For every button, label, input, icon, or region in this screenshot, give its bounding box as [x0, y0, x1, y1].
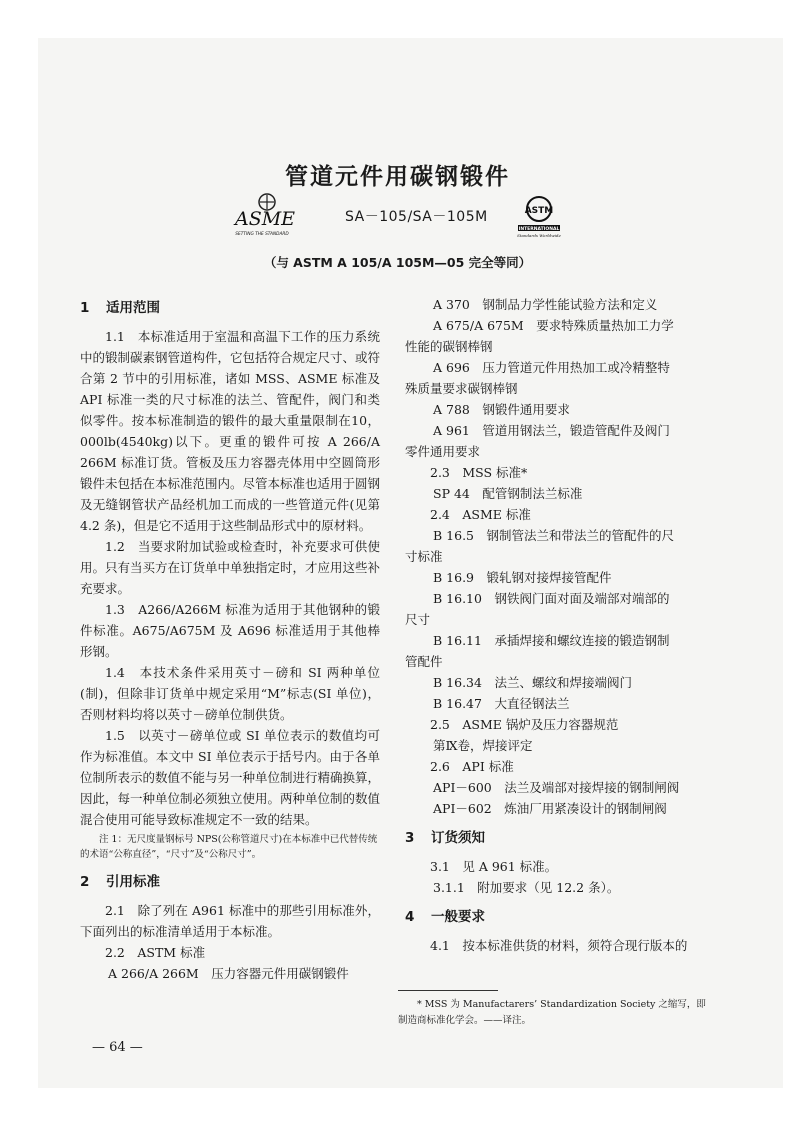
ref-api-602: API－602 炼油厂用紧凑设计的钢制闸阀 — [433, 801, 667, 816]
footnote: * MSS 为 Manufactarers’ Standardization Society 之缩写，即制造商标准化学会。——译注。 — [398, 999, 706, 1026]
astm-logo — [516, 194, 562, 240]
clause-1-5: 1.5 以英寸－磅单位或 SI 单位表示的数值均可作为标准值。本文中 SI 单位表示于括号内。由于各单位制所表示的数值不能与另一种单位制进行精确换算，因此，每一种单位制必须独立使用。两种单位制的数值混合使用可能导致标准规定不一致的结果。 — [80, 728, 381, 827]
footnote-rule — [398, 990, 498, 991]
ref-b16-34: B 16.34 法兰、螺纹和焊接端阀门 — [433, 675, 632, 690]
ref-b16-11: B 16.11 承插焊接和螺纹连接的锻造钢制 — [433, 633, 670, 648]
ref-b16-9: B 16.9 锻轧钢对接焊接管配件 — [433, 570, 612, 585]
ref-sp44: SP 44 配管钢制法兰标准 — [433, 486, 583, 501]
section-title: 引用标准 — [106, 874, 160, 890]
ref-a675: A 675/A 675M 要求特殊质量热加工力学 — [433, 318, 674, 333]
clause-2-5: 2.5 ASME 锅炉及压力容器规范 — [430, 717, 619, 732]
astm-logo-text: ASTM — [524, 206, 554, 216]
clause-1-3: 1.3 A266/A266M 标准为适用于其他钢种的锻件标准。A675/A675M 及 A696 标准适用于其他棒形钢。 — [80, 602, 380, 659]
section-3-heading — [405, 828, 705, 849]
clause-2-4: 2.4 ASME 标准 — [430, 507, 531, 522]
subtitle: （与 ASTM A 105/A 105M—05 完全等同） — [263, 255, 532, 270]
ref-section-ix: 第Ⅸ卷，焊接评定 — [433, 738, 533, 753]
left-column — [80, 298, 380, 984]
ref-a675-cont: 性能的碳钢棒钢 — [405, 339, 493, 354]
right-column — [405, 294, 705, 956]
ref-b16-5: B 16.5 钢制管法兰和带法兰的管配件的尺 — [433, 528, 674, 543]
ref-a696: A 696 压力管道元件用热加工或冷精整特 — [433, 360, 670, 375]
clause-1-2: 1.2 当要求附加试验或检查时，补充要求可供使用。只有当买方在订货单中单独指定时，才应用这些补充要求。 — [80, 539, 381, 596]
clause-1-4: 1.4 本技术条件采用英寸－磅和 SI 两种单位(制)，但除非订货单中规定采用“M”标志(SI 单位)，否则材料均将以英寸－磅单位制供货。 — [80, 665, 380, 722]
ref-a696-cont: 殊质量要求碳钢棒钢 — [405, 381, 518, 396]
clause-2-6: 2.6 API 标准 — [430, 759, 514, 774]
astm-logo-caption2: Standards Worldwide — [517, 233, 561, 238]
asme-logo-text: ASME — [234, 208, 296, 230]
note-1: 注 1：无尺度量钢标号 NPS(公称管道尺寸)在本标准中已代替传统的术语“公称直径”，“尺寸”及“公称尺寸”。 — [80, 834, 378, 860]
clause-1-1: 1.1 本标准适用于室温和高温下工作的压力系统中的锻制碳素钢管道构件，它包括符合规定尺寸、或符合第 2 节中的引用标准，诸如 MSS、ASME 标准及 API 标准一类的尺寸标准的法兰、管配件，阀门和类似零件。按本标准制造的锻件的最大重量限制在10，000lb(4540kg)以下。更重的锻件可按 A 266/A 266M 标准订货。管板及压力容器壳体用中空圆筒形锻件未包括在本标准范围内。尽管本标准也适用于圆钢及无缝钢管状产品经机加工而成的一些管道元件(见第 4.2 条)，但是它不适用于这些制品形式中的原材料。 — [80, 329, 381, 533]
section-number: 1 — [80, 300, 90, 316]
clause-4-1: 4.1 按本标准供货的材料，须符合现行版本的 — [430, 938, 688, 953]
ref-b16-10: B 16.10 钢铁阀门面对面及端部对端部的 — [433, 591, 670, 606]
page-number: — 64 — — [92, 1040, 143, 1055]
section-number: 2 — [80, 874, 90, 890]
ref-a788: A 788 钢锻件通用要求 — [433, 402, 570, 417]
standard-code: SA－105/SA－105M — [345, 209, 488, 225]
section-2-heading — [80, 872, 380, 893]
ref-api-600: API－600 法兰及端部对接焊接的钢制闸阀 — [433, 780, 680, 795]
clause-2-2: 2.2 ASTM 标准 — [105, 945, 206, 960]
clause-3-1: 3.1 见 A 961 标准。 — [430, 859, 558, 874]
section-1-heading — [80, 298, 380, 319]
asme-logo — [222, 192, 308, 238]
section-number: 4 — [405, 909, 415, 925]
ref-a961-cont: 零件通用要求 — [405, 444, 481, 459]
document-title: 管道元件用碳钢锻件 — [285, 164, 510, 190]
clause-2-3: 2.3 MSS 标准* — [430, 465, 528, 480]
section-4-heading — [405, 907, 705, 928]
section-title: 适用范围 — [106, 300, 160, 316]
clause-2-1: 2.1 除了列在 A961 标准中的那些引用标准外，下面列出的标准清单适用于本标准。 — [80, 903, 380, 939]
asme-logo-tagline: SETTING THE STANDARD — [235, 232, 289, 237]
clause-3-1-1: 3.1.1 附加要求（见 12.2 条）。 — [433, 880, 620, 895]
section-title: 一般要求 — [431, 909, 485, 925]
ref-a370: A 370 钢制品力学性能试验方法和定义 — [433, 297, 658, 312]
section-title: 订货须知 — [431, 830, 485, 846]
section-number: 3 — [405, 830, 415, 846]
ref-a266: A 266/A 266M 压力容器元件用碳钢锻件 — [108, 966, 349, 981]
ref-b16-47: B 16.47 大直径钢法兰 — [433, 696, 570, 711]
ref-b16-11-cont: 管配件 — [405, 654, 443, 669]
ref-a961: A 961 管道用钢法兰，锻造管配件及阀门 — [433, 423, 670, 438]
ref-b16-5-cont: 寸标准 — [405, 549, 443, 564]
astm-logo-caption: INTERNATIONAL — [518, 227, 560, 232]
ref-b16-10-cont: 尺寸 — [405, 612, 431, 627]
